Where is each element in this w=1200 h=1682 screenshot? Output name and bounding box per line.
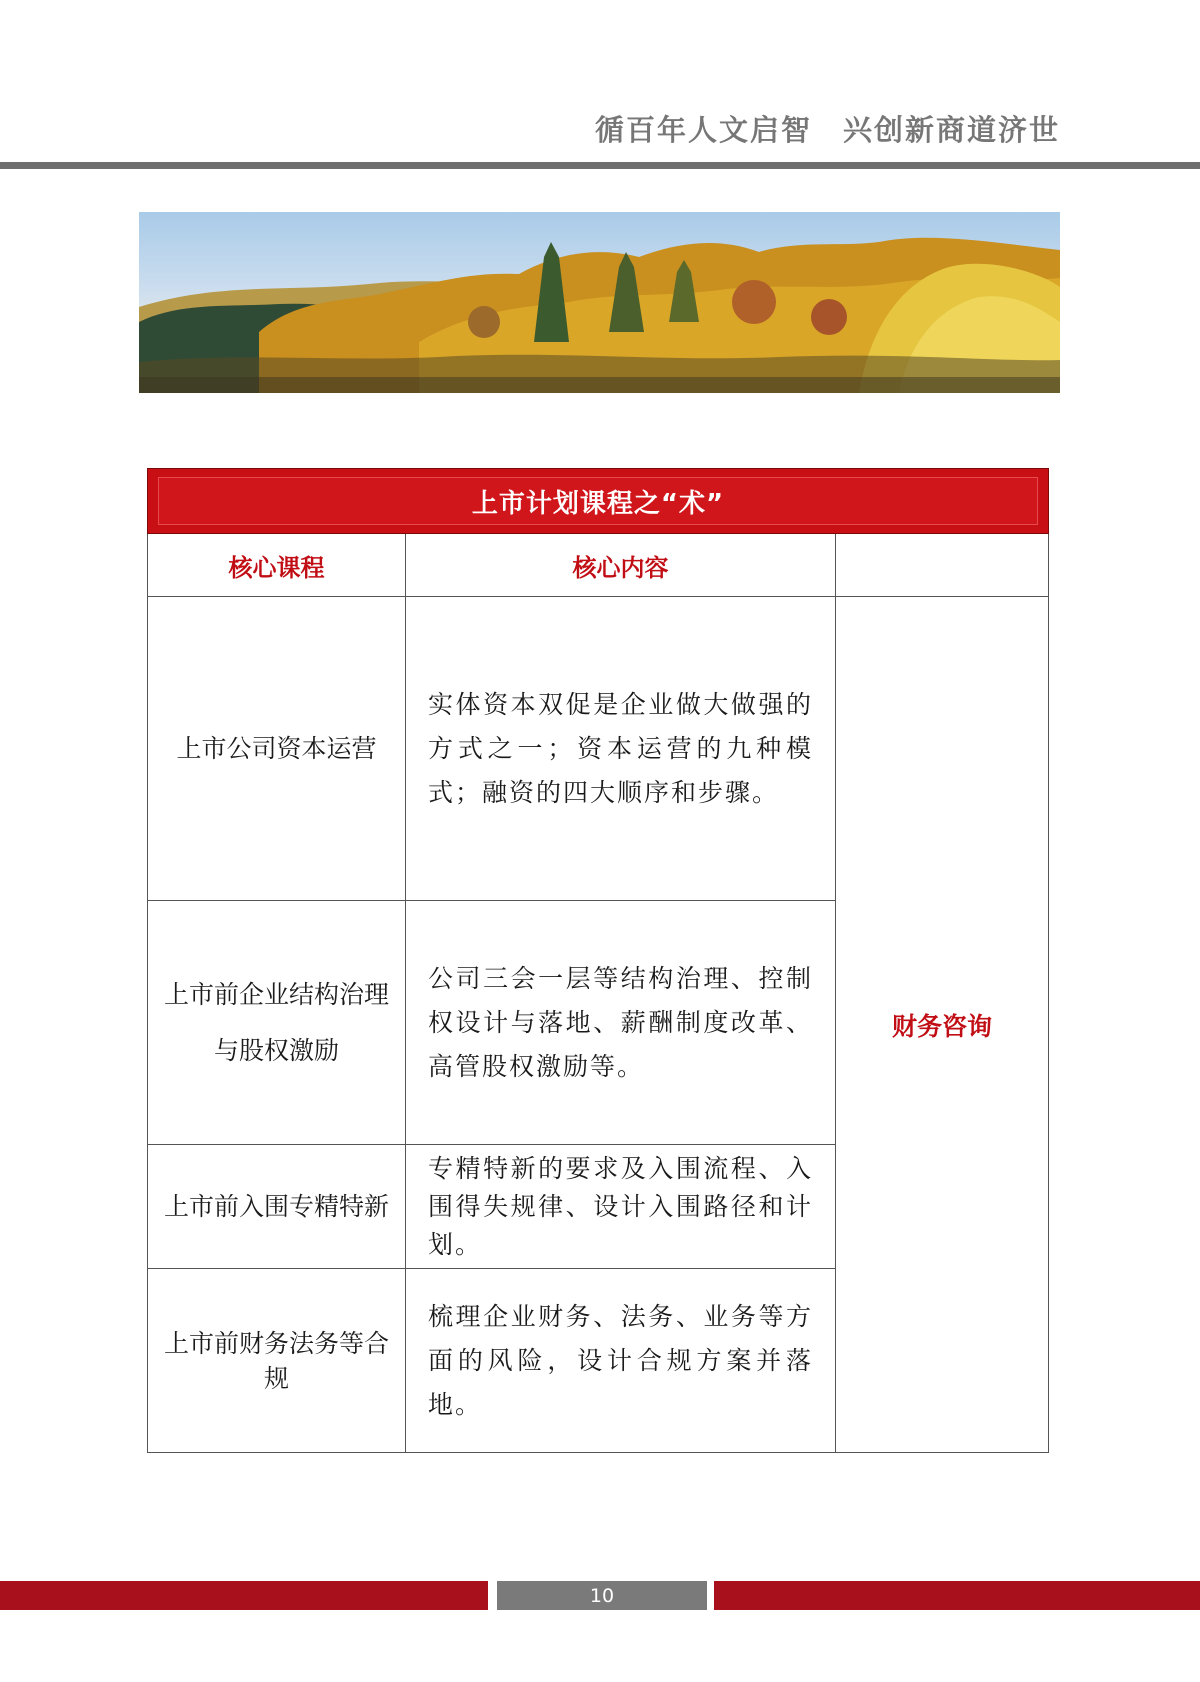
- table-row: [148, 597, 1049, 901]
- course-content: 实体资本双促是企业做大做强的方式之一；资本运营的九种模式；融资的四大顺序和步骤。: [406, 597, 836, 901]
- course-content: 梳理企业财务、法务、业务等方面的风险，设计合规方案并落地。: [406, 1269, 836, 1453]
- footer-bar-right: [714, 1581, 1200, 1610]
- column-header-content: 核心内容: [406, 534, 836, 597]
- course-content: 专精特新的要求及入围流程、入围得失规律、设计入围路径和计划。: [406, 1145, 836, 1269]
- course-name: 上市公司资本运营: [148, 597, 406, 901]
- column-header-course: 核心课程: [148, 534, 406, 597]
- table-title-bar: [148, 469, 1049, 534]
- course-name: 上市前财务法务等合规: [148, 1269, 406, 1453]
- banner-image: [139, 212, 1060, 393]
- footer-bar-left: [0, 1581, 488, 1610]
- course-table: [147, 468, 1049, 1453]
- column-header-blank: [836, 534, 1049, 597]
- table-title: 上市计划课程之“术”: [158, 477, 1038, 525]
- course-content: 公司三会一层等结构治理、控制权设计与落地、薪酬制度改革、高管股权激励等。: [406, 901, 836, 1145]
- header-divider: [0, 162, 1200, 169]
- header-slogan: 循百年人文启智 兴创新商道济世: [594, 113, 1060, 147]
- side-label: 财务咨询: [836, 597, 1049, 1453]
- autumn-trees-illustration: [139, 212, 1060, 393]
- course-name: 上市前企业结构治理与股权激励: [148, 901, 406, 1145]
- page-number: 10: [497, 1581, 707, 1610]
- course-name: 上市前入围专精特新: [148, 1145, 406, 1269]
